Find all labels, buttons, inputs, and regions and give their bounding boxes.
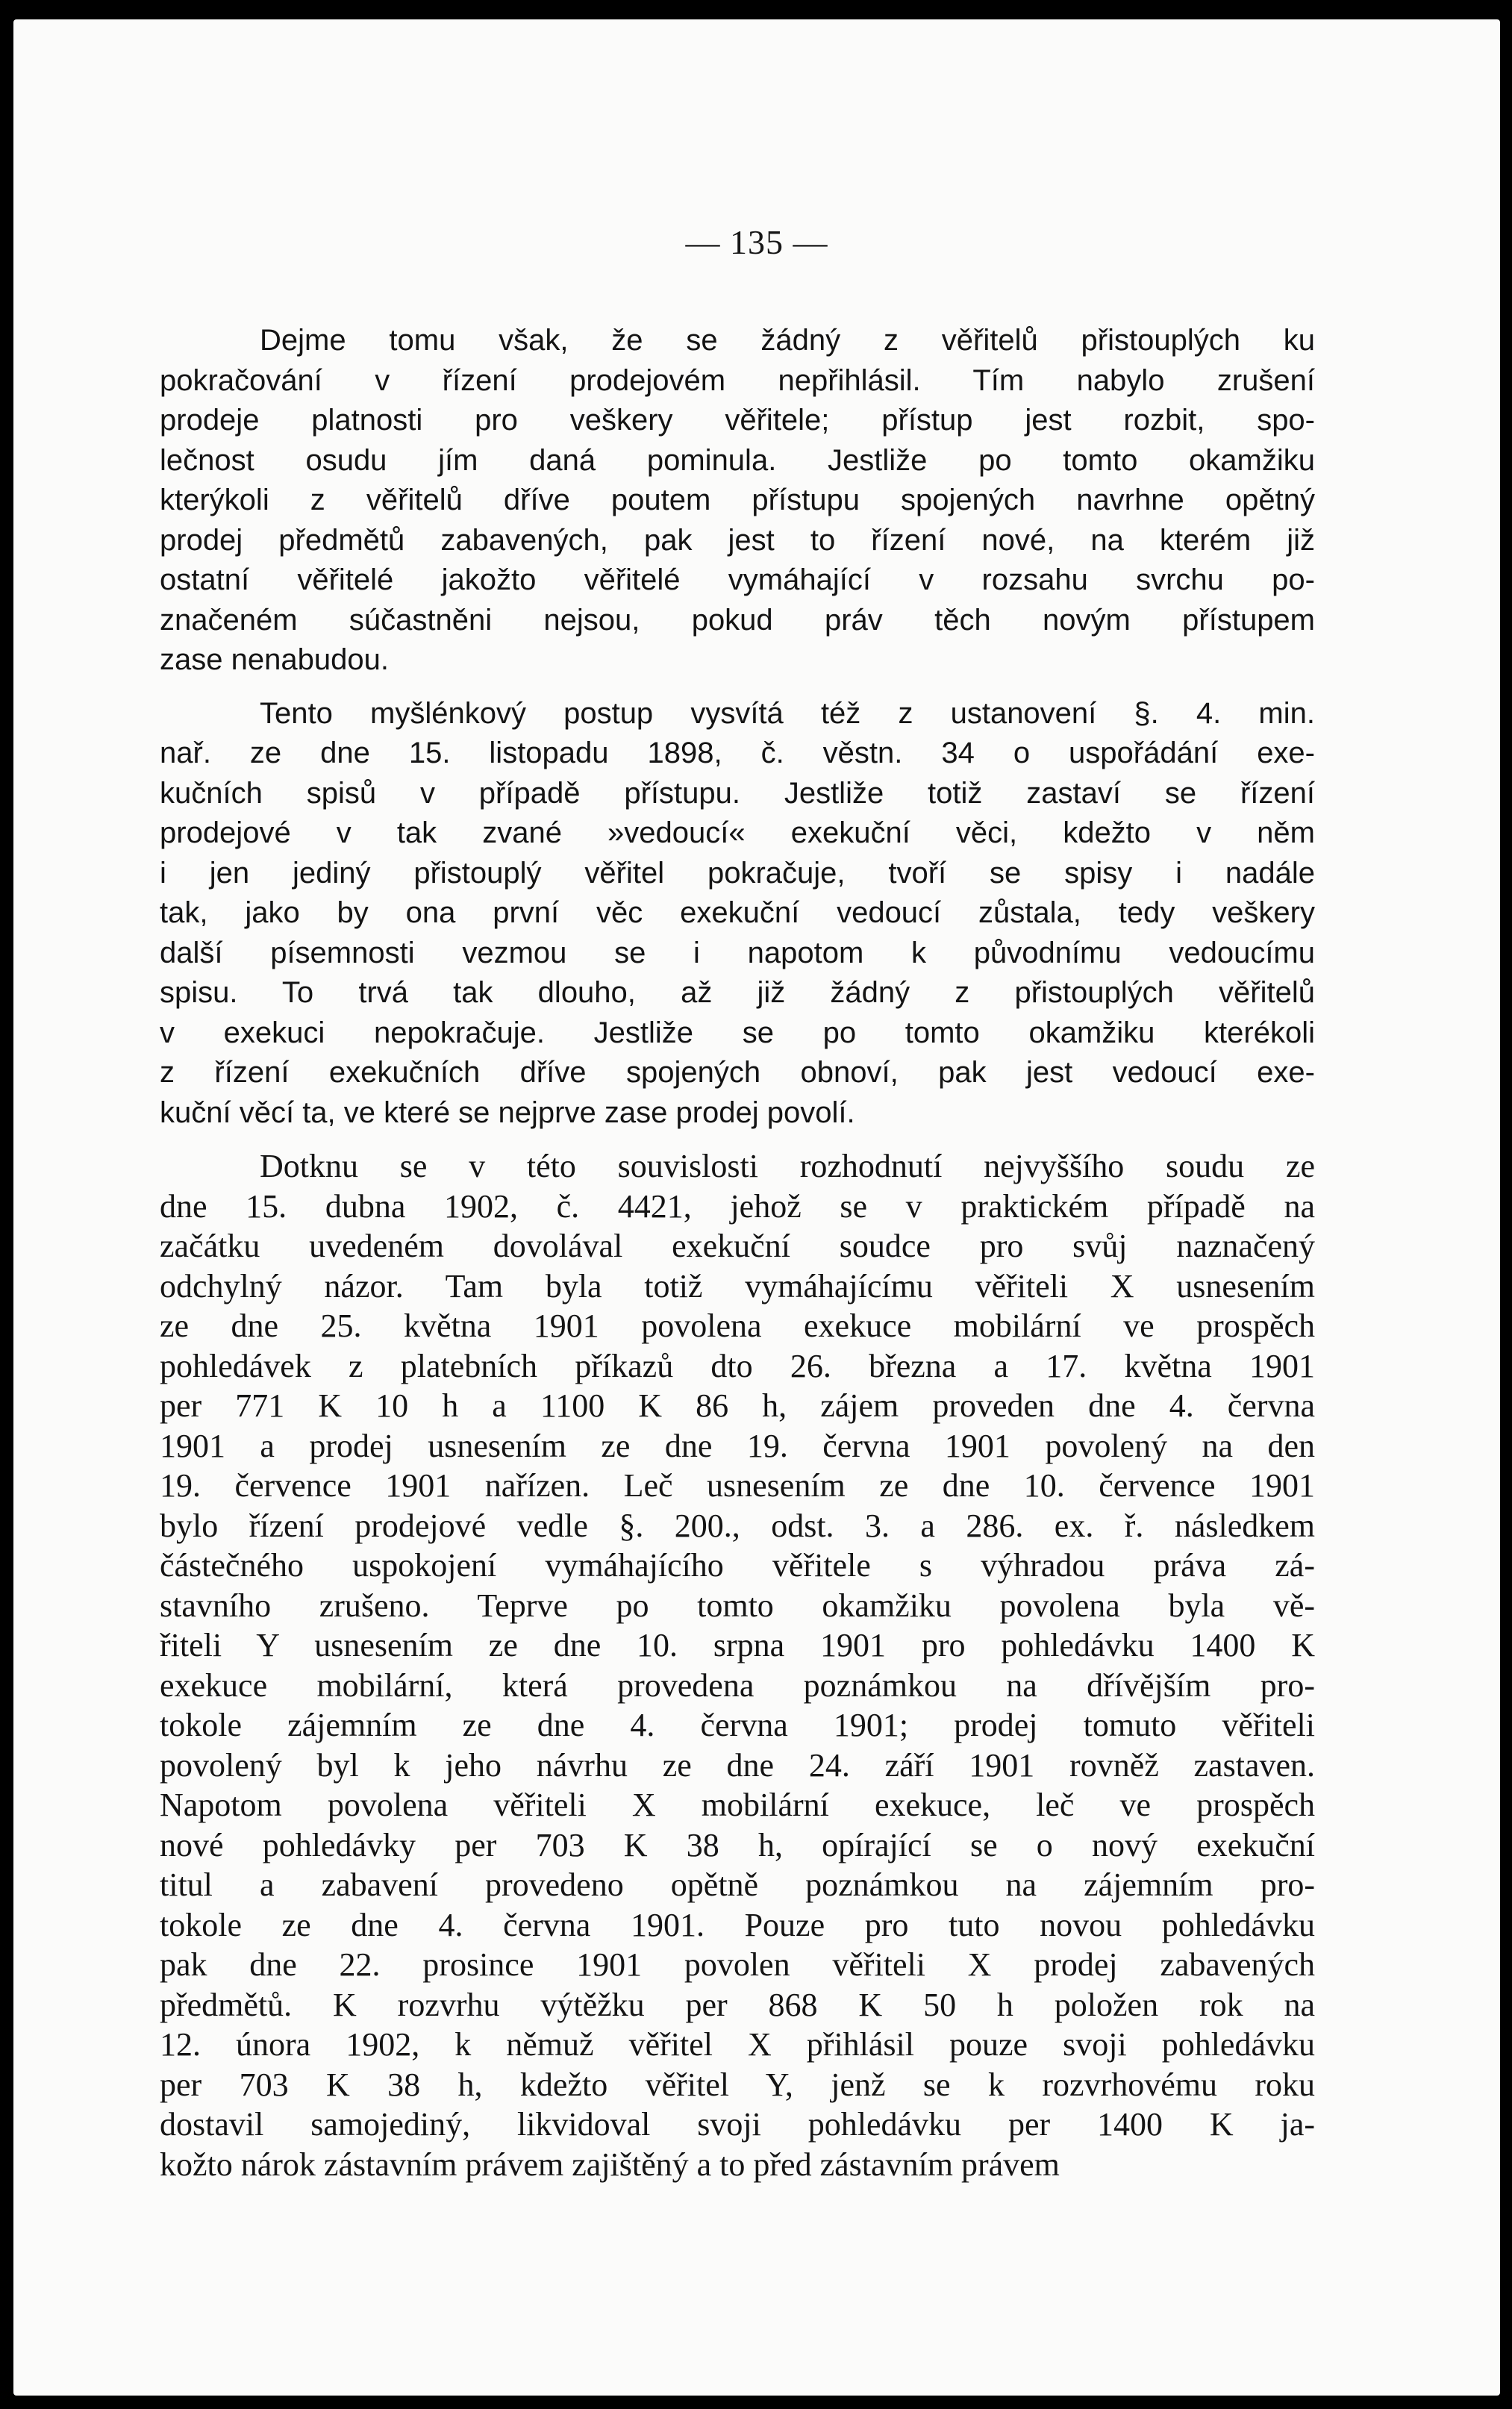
text-line: v exekuci nepokračuje. Jestliže se po tomto okamžiku kterékoli [160,1016,1315,1049]
text-line: odchylný názor. Tam byla totiž vymáhajícímu věřiteli X usnesením [160,1267,1315,1305]
text-line: kučních spisů v případě přístupu. Jestliže totiž zastaví se řízení [160,776,1315,810]
text-line: Dotknu se v této souvislosti rozhodnutí nejvyššího soudu ze [260,1148,1315,1184]
text-line: značeném súčastněni nejsou, pokud práv těch novým přístupem [160,603,1315,637]
text-line: nové pohledávky per 703 K 38 h, opírající se o nový exekuční [160,1826,1315,1863]
text-line: per 703 K 38 h, kdežto věřitel Y, jenž se k rozvrhovému roku [160,2066,1315,2103]
text-line: 19. července 1901 nařízen. Leč usnesením ze dne 10. července 1901 [160,1467,1315,1504]
text-line: předmětů. K rozvrhu výtěžku per 868 K 50 h položen rok na [160,1986,1315,2023]
text-line: 1901 a prodej usnesením ze dne 19. června 1901 povolený na den [160,1427,1315,1464]
page-body-text [160,321,1315,2184]
text-line: per 771 K 10 h a 1100 K 86 h, zájem proveden dne 4. června [160,1387,1315,1424]
text-line: titul a zabavení provedeno opětně poznámkou na zájemním pro- [160,1866,1315,1903]
text-line: stavního zrušeno. Teprve po tomto okamžiku povolena byla vě- [160,1587,1315,1624]
text-line: 12. února 1902, k němuž věřitel X přihlásil pouze svoji pohledávku [160,2026,1315,2063]
text-line: řiteli Y usnesením ze dne 10. srpna 1901 pro pohledávku 1400 K [160,1627,1315,1663]
text-line: ze dne 25. května 1901 povolena exekuce mobilární ve prospěch [160,1307,1315,1344]
text-line: zase nenabudou. [160,643,389,676]
paragraph-gap [160,681,1315,694]
text-line: z řízení exekučních dříve spojených obnoví, pak jest vedoucí exe- [160,1056,1315,1089]
text-line: pohledávek z platebních příkazů dto 26. března a 17. května 1901 [160,1347,1315,1384]
paragraph-3 [160,1146,1315,2184]
text-line: pokračování v řízení prodejovém nepřihlásil. Tím nabylo zrušení [160,363,1315,397]
text-line: Tento myšlénkový postup vysvítá též z ustanovení §. 4. min. [260,696,1315,730]
paragraph-2 [160,694,1315,1134]
text-line: lečnost osudu jím daná pominula. Jestliže po tomto okamžiku [160,443,1315,477]
text-line: ostatní věřitelé jakožto věřitelé vymáhající v rozsahu svrchu po- [160,563,1315,596]
text-line: tokole zájemním ze dne 4. června 1901; prodej tomuto věřiteli [160,1707,1315,1743]
text-line: i jen jediný přistouplý věřitel pokračuje, tvoří se spisy i nadále [160,856,1315,890]
text-line: Napotom povolena věřiteli X mobilární exekuce, leč ve prospěch [160,1787,1315,1823]
text-line: Dejme tomu však, že se žádný z věřitelů přistouplých ku [260,324,1315,357]
text-line: tak, jako by ona první věc exekuční vedoucí zůstala, tedy veškery [160,896,1315,929]
paragraph-gap [160,1133,1315,1146]
text-line: spisu. To trvá tak dlouho, až již žádný z přistouplých věřitelů [160,976,1315,1009]
text-line: kožto nárok zástavním právem zajištěný a to před zástavním právem [160,2146,1060,2183]
text-line: kterýkoli z věřitelů dříve poutem přístupu spojených navrhne opětný [160,484,1315,516]
text-line: povolený byl k jeho návrhu ze dne 24. září 1901 rovněž zastaven. [160,1746,1315,1784]
text-line: prodej předmětů zabavených, pak jest to řízení nové, na kterém již [160,523,1315,557]
text-line: dne 15. dubna 1902, č. 4421, jehož se v praktickém případě na [160,1187,1315,1225]
text-line: další písemnosti vezmou se i napotom k původnímu vedoucímu [160,936,1315,969]
text-line: začátku uvedeném dovolával exekuční soudce pro svůj naznačený [160,1228,1315,1264]
book-page [13,19,1500,2396]
text-line: exekuce mobilární, která provedena poznámkou na dřívějším pro- [160,1666,1315,1704]
text-line: nař. ze dne 15. listopadu 1898, č. věstn. 34 o uspořádání exe- [160,737,1315,769]
text-line: dostavil samojediný, likvidoval svoji pohledávku per 1400 K ja- [160,2106,1315,2143]
page-number: — 135 — [685,223,828,261]
text-line: prodeje platnosti pro veškery věřitele; přístup jest rozbit, spo- [160,404,1315,437]
text-line: částečného uspokojení vymáhajícího věřitele s výhradou práva zá- [160,1547,1315,1584]
text-line: prodejové v tak zvané »vedoucí« exekuční věci, kdežto v něm [160,816,1315,849]
paragraph-1 [160,321,1315,681]
text-line: bylo řízení prodejové vedle §. 200., odst. 3. a 286. ex. ř. následkem [160,1507,1315,1544]
text-line: pak dne 22. prosince 1901 povolen věřiteli X prodej zabavených [160,1946,1315,1983]
text-line: kuční věcí ta, ve které se nejprve zase prodej povolí. [160,1096,855,1129]
text-line: tokole ze dne 4. června 1901. Pouze pro tuto novou pohledávku [160,1906,1315,1943]
